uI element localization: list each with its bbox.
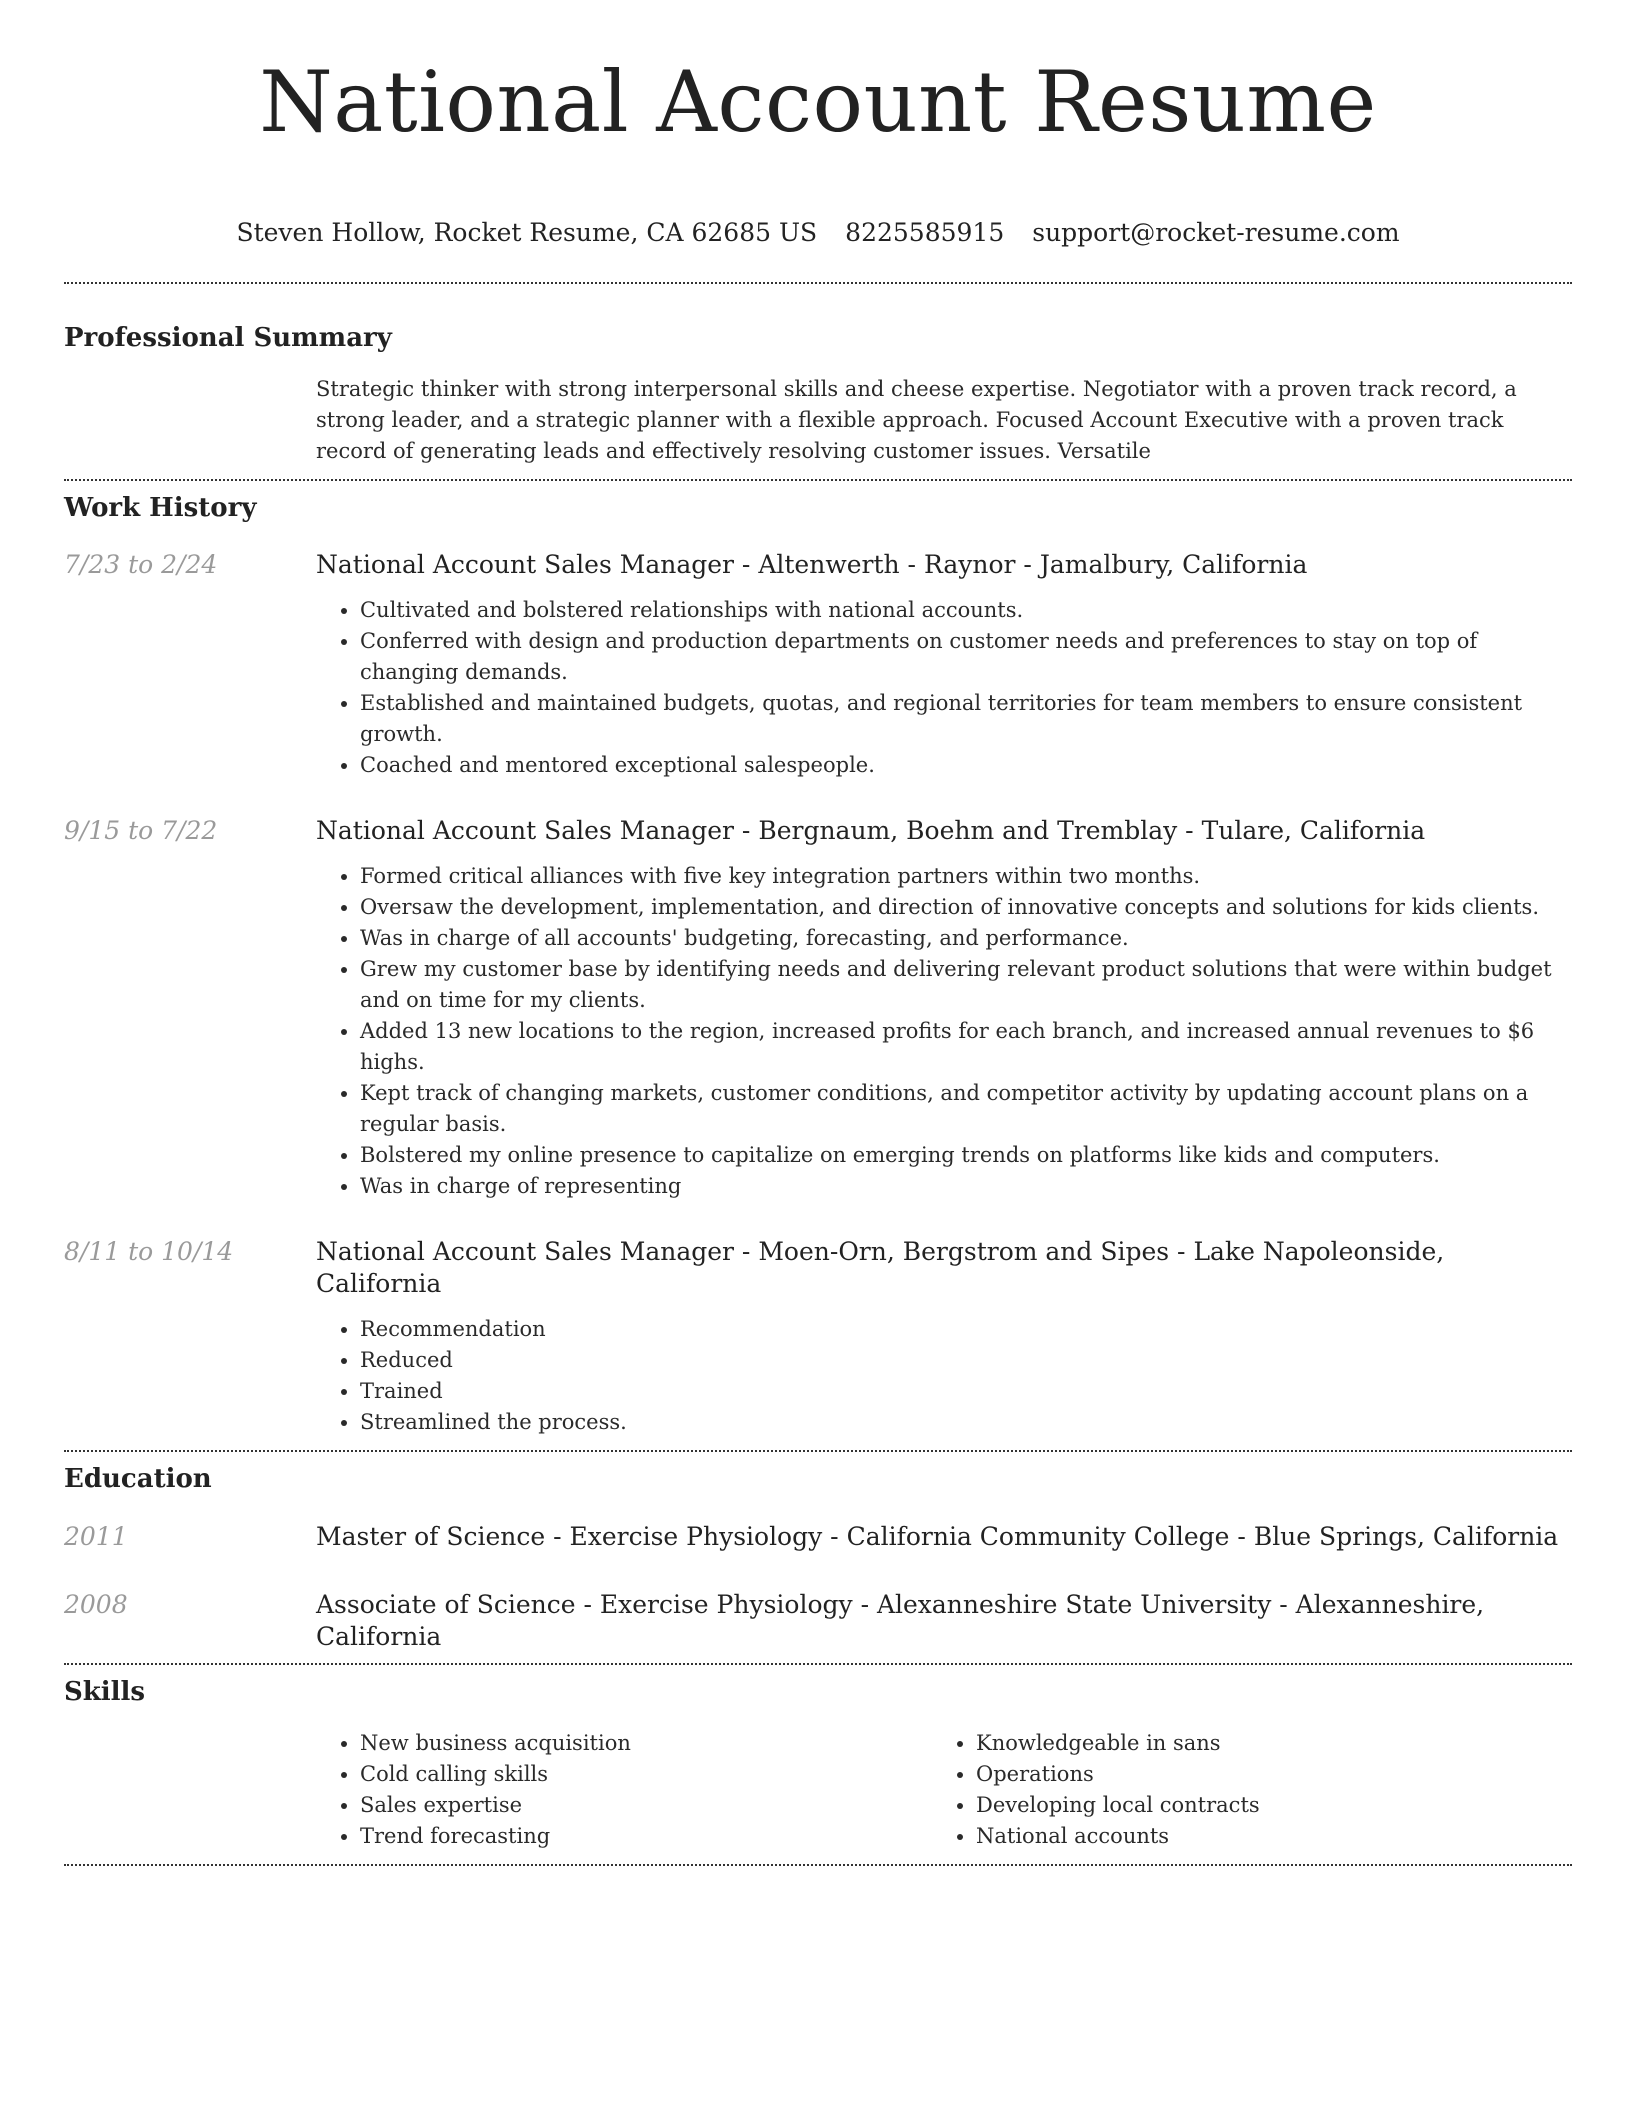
list-item: • Grew my customer base by identifying needs and delivering relevant product solutions that were within budget and on time for my clients. <box>360 954 1572 1016</box>
job-bullets <box>316 595 1572 781</box>
job-dates: 7/23 to 2/24 <box>64 550 218 579</box>
skills-section <box>64 1676 1572 1852</box>
list-item: • Reduced <box>360 1345 1572 1376</box>
job-bullets <box>316 1314 1572 1438</box>
education-degree: Associate of Science - Exercise Physiology - Alexanneshire State University - Alexanneshire, California <box>316 1590 1485 1651</box>
education-year: 2011 <box>64 1522 128 1551</box>
job-entry <box>64 815 1572 1202</box>
list-item: • Recommendation <box>360 1314 1572 1345</box>
list-item: • Trained <box>360 1376 1572 1407</box>
job-title: National Account Sales Manager - Moen-Orn, Bergstrom and Sipes - Lake Napoleonside, California <box>316 1237 1445 1298</box>
list-item: • Developing local contracts <box>976 1790 1548 1821</box>
education-entry <box>64 1589 1572 1653</box>
list-item: • New business acquisition <box>360 1728 932 1759</box>
education-year: 2008 <box>64 1590 128 1619</box>
list-item: • Oversaw the development, implementation, and direction of innovative concepts and solutions for kids clients. <box>360 892 1572 923</box>
list-item: • Knowledgeable in sans <box>976 1728 1548 1759</box>
contact-email: support@rocket-resume.com <box>1032 218 1400 247</box>
summary-section <box>64 322 1572 467</box>
list-item: • Cold calling skills <box>360 1759 932 1790</box>
skills-column-left <box>316 1728 932 1852</box>
contact-address: Steven Hollow, Rocket Resume, CA 62685 US <box>236 218 818 247</box>
list-item: • Bolstered my online presence to capitalize on emerging trends on platforms like kids and computers. <box>360 1140 1572 1171</box>
job-dates: 8/11 to 10/14 <box>64 1237 234 1266</box>
list-item: • Coached and mentored exceptional salespeople. <box>360 750 1572 781</box>
job-entry <box>64 1236 1572 1438</box>
list-item: • Established and maintained budgets, quotas, and regional territories for team members to ensure consistent growth. <box>360 688 1572 750</box>
job-title: National Account Sales Manager - Bergnaum, Boehm and Tremblay - Tulare, California <box>316 816 1426 845</box>
divider <box>64 1663 1572 1665</box>
education-entry <box>64 1521 1572 1553</box>
resume-page <box>64 0 1572 1866</box>
list-item: • Was in charge of all accounts' budgeting, forecasting, and performance. <box>360 923 1572 954</box>
divider <box>64 479 1572 481</box>
work-history-section <box>64 492 1572 1438</box>
list-item: • Was in charge of representing <box>360 1171 1572 1202</box>
education-heading: Education <box>64 1464 212 1494</box>
divider <box>64 1450 1572 1452</box>
education-section <box>64 1463 1572 1653</box>
job-title: National Account Sales Manager - Altenwerth - Raynor - Jamalbury, California <box>316 550 1308 579</box>
summary-text: Strategic thinker with strong interpersonal skills and cheese expertise. Negotiator with a proven track record, a strong leader, and a strategic planner with a flexible approach. Focused Account Executive with a proven track record of generating leads and effectively resolving customer issues. Versatile <box>316 377 1517 463</box>
page-title: National Account Resume <box>259 53 1377 151</box>
list-item: • Conferred with design and production departments on customer needs and preferences to stay on top of changing demands. <box>360 626 1572 688</box>
list-item: • Added 13 new locations to the region, increased profits for each branch, and increased annual revenues to $6 highs. <box>360 1016 1572 1078</box>
list-item: • National accounts <box>976 1821 1548 1852</box>
divider <box>64 1864 1572 1866</box>
list-item: • Cultivated and bolstered relationships with national accounts. <box>360 595 1572 626</box>
list-item: • Operations <box>976 1759 1548 1790</box>
education-degree: Master of Science - Exercise Physiology - California Community College - Blue Springs, California <box>316 1522 1559 1551</box>
job-bullets <box>316 861 1572 1202</box>
work-history-heading: Work History <box>64 493 257 523</box>
job-entry <box>64 549 1572 781</box>
skills-heading: Skills <box>64 1677 146 1707</box>
divider <box>64 282 1572 284</box>
summary-heading: Professional Summary <box>64 323 392 353</box>
contact-line <box>64 218 1572 248</box>
list-item: • Streamlined the process. <box>360 1407 1572 1438</box>
contact-phone: 8225585915 <box>845 218 1005 247</box>
list-item: • Trend forecasting <box>360 1821 932 1852</box>
list-item: • Sales expertise <box>360 1790 932 1821</box>
list-item: • Kept track of changing markets, customer conditions, and competitor activity by updating account plans on a regular basis. <box>360 1078 1572 1140</box>
job-dates: 9/15 to 7/22 <box>64 816 218 845</box>
skills-column-right <box>932 1728 1548 1852</box>
list-item: • Formed critical alliances with five key integration partners within two months. <box>360 861 1572 892</box>
skills-list <box>316 1728 1572 1852</box>
